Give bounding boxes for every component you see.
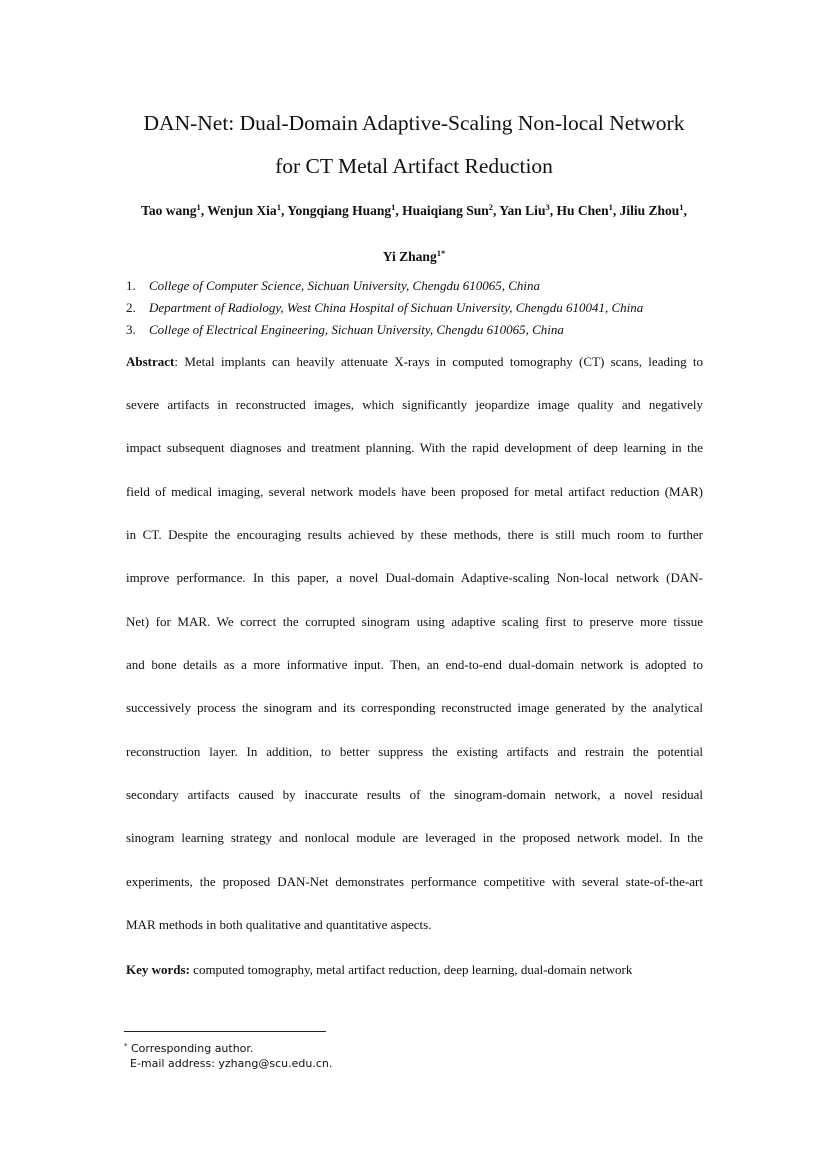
footnote-rule (124, 1031, 326, 1032)
abstract-line: experiments, the proposed DAN-Net demonstrates performance competitive with several state-of-the-art (126, 874, 703, 889)
abstract-line: field of medical imaging, several network models have been proposed for metal artifact reduction (MAR) (126, 484, 703, 499)
author-name: Huaiqiang Sun (402, 203, 489, 218)
footnote-email: E-mail address: yzhang@scu.edu.cn. (130, 1057, 333, 1070)
paper-title-line-2: for CT Metal Artifact Reduction (275, 154, 553, 178)
affiliation-text: Department of Radiology, West China Hospital of Sichuan University, Chengdu 610041, China (149, 300, 644, 315)
abstract-text: : Metal implants can heavily attenuate X-rays in computed tomography (CT) scans, leading to (174, 354, 703, 369)
abstract-line: Net) for MAR. We correct the corrupted sinogram using adaptive scaling first to preserve more tissue (126, 614, 703, 629)
abstract-line: impact subsequent diagnoses and treatment planning. With the rapid development of deep learning in the (126, 440, 703, 455)
author-affil-sup: 1 (679, 202, 684, 212)
paper-title-line-1: DAN-Net: Dual-Domain Adaptive-Scaling Non-local Network (143, 111, 685, 135)
keywords (126, 963, 632, 976)
author-name: Yi Zhang (382, 249, 437, 264)
abstract-line: secondary artifacts caused by inaccurate results of the sinogram-domain network, a novel residual (126, 787, 703, 802)
abstract-line: in CT. Despite the encouraging results achieved by these methods, there is still much room to further (126, 527, 703, 542)
author-affil-sup: 1* (436, 248, 446, 258)
footnote-corresponding (124, 1043, 253, 1054)
affiliation-number: 1. (126, 278, 136, 293)
author-affil-sup: 1 (391, 202, 396, 212)
author-name: Hu Chen (556, 203, 609, 218)
author-name: Yan Liu (499, 203, 546, 218)
author-affil-sup: 1 (276, 202, 281, 212)
abstract-line: MAR methods in both qualitative and quantitative aspects. (126, 917, 432, 932)
abstract-line: improve performance. In this paper, a novel Dual-domain Adaptive-scaling Non-local network (DAN- (126, 570, 703, 585)
keywords-text: computed tomography, metal artifact reduction, deep learning, dual-domain network (189, 962, 633, 977)
keywords-label: Key words: (126, 962, 190, 977)
abstract-line: sinogram learning strategy and nonlocal module are leveraged in the proposed network model. In the (126, 830, 703, 845)
affiliation-number: 3. (126, 322, 136, 337)
author-name: Wenjun Xia (207, 203, 277, 218)
author-affil-sup: 1 (196, 202, 201, 212)
abstract-line: reconstruction layer. In addition, to better suppress the existing artifacts and restrain the potential (126, 744, 703, 759)
affiliation-text: College of Electrical Engineering, Sichuan University, Chengdu 610065, China (149, 322, 564, 337)
author-list-line-1: Tao wang$^1$, Wenjun Xia$^1$, Yongqiang Huang$^1$, Huaiqiang Sun$^2$, Yan Liu$^3$, Hu Chen$^1$, Jiliu Zhou$^1$, (141, 202, 687, 218)
footnote-text: Corresponding author. (127, 1042, 254, 1055)
abstract-line (126, 355, 703, 368)
author-affil-sup: 1 (608, 202, 613, 212)
affiliation-number: 2. (126, 300, 136, 315)
author-name: Yongqiang Huang (287, 203, 392, 218)
affiliation-text: College of Computer Science, Sichuan University, Chengdu 610065, China (149, 278, 541, 293)
author-name: Jiliu Zhou (619, 203, 680, 218)
abstract-line: successively process the sinogram and its corresponding reconstructed image generated by the analytical (126, 700, 703, 715)
author-name: Tao wang (141, 203, 197, 218)
author-list-line-2 (0, 249, 828, 264)
abstract-line: severe artifacts in reconstructed images, which significantly jeopardize image quality and negatively (126, 397, 703, 412)
author-affil-sup: 3 (545, 202, 550, 212)
abstract-label: Abstract (126, 354, 175, 369)
footnote-marker: * (124, 1042, 128, 1050)
author-affil-sup: 2 (488, 202, 494, 212)
abstract-line: and bone details as a more informative input. Then, an end-to-end dual-domain network is adopted to (126, 657, 703, 672)
